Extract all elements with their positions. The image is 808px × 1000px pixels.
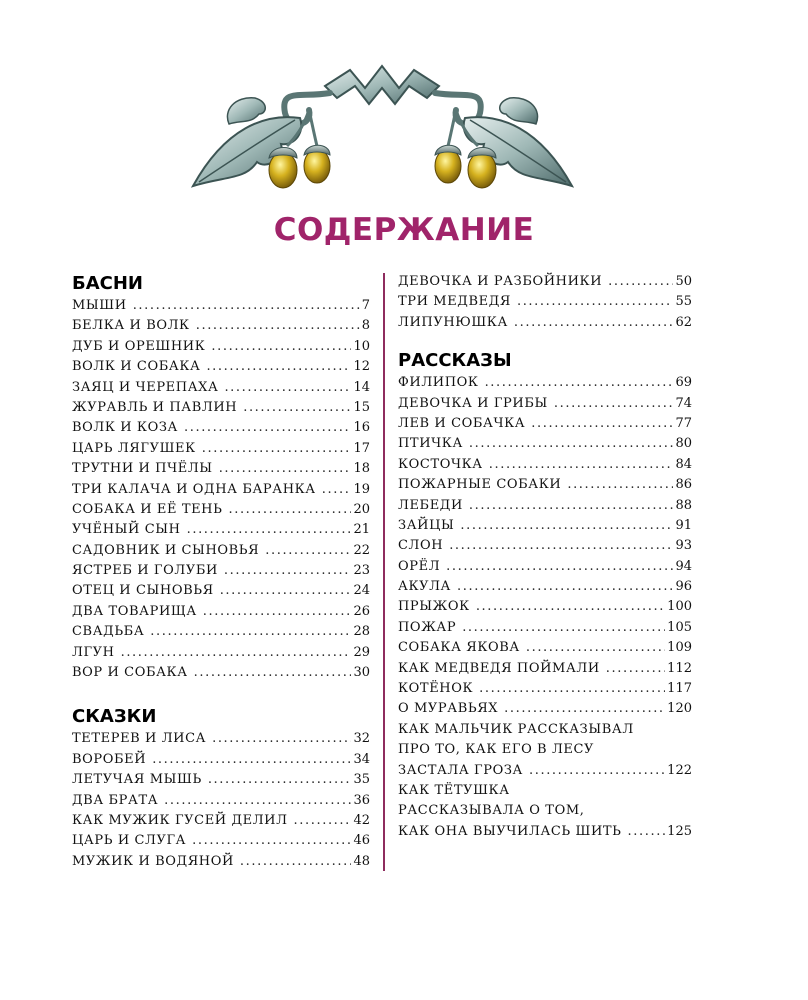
toc-entry[interactable]	[72, 791, 370, 811]
toc-entry-page: 28	[353, 624, 370, 640]
toc-entry[interactable]	[72, 378, 370, 398]
toc-leader-dots	[203, 602, 352, 622]
toc-entry-page: 55	[675, 294, 692, 310]
toc-entry[interactable]	[72, 337, 370, 357]
toc-entry-title: АКУЛА	[398, 579, 451, 595]
toc-entry-title: САДОВНИК И СЫНОВЬЯ	[72, 542, 260, 558]
toc-leader-dots	[194, 663, 352, 683]
toc-entry-page: 17	[353, 440, 370, 456]
toc-entry-title: ВОЛК И КОЗА	[72, 420, 178, 436]
toc-entry-title: СЛОН	[398, 538, 444, 554]
toc-entry[interactable]	[398, 720, 692, 740]
toc-entry-title: ЗАЯЦ И ЧЕРЕПАХА	[72, 379, 219, 395]
toc-entry[interactable]	[398, 455, 692, 475]
toc-entry[interactable]	[398, 699, 692, 719]
toc-entry-title: ВОЛК И СОБАКА	[72, 359, 201, 375]
toc-entry-page: 15	[353, 399, 370, 415]
toc-entry-title: ОТЕЦ И СЫНОВЬЯ	[72, 583, 214, 599]
toc-leader-dots	[164, 791, 351, 811]
toc-entry-title: ЖУРАВЛЬ И ПАВЛИН	[72, 399, 238, 415]
toc-list-basni	[72, 296, 370, 683]
page-title: СОДЕРЖАНИЕ	[273, 212, 535, 248]
toc-leader-dots	[224, 561, 352, 581]
toc-leader-dots	[606, 659, 665, 679]
toc-leader-dots	[608, 272, 673, 292]
toc-entry[interactable]	[398, 536, 692, 556]
toc-right-column	[398, 272, 692, 842]
toc-entry-page: 74	[675, 395, 692, 411]
toc-entry-title: ТРУТНИ И ПЧЁЛЫ	[72, 461, 213, 477]
toc-entry[interactable]	[72, 770, 370, 790]
toc-entry-page: 112	[667, 660, 692, 676]
toc-entry-title: ДВА БРАТА	[72, 792, 159, 808]
toc-entry-page: 100	[667, 599, 692, 615]
toc-leader-dots	[265, 541, 351, 561]
toc-leader-dots	[184, 418, 351, 438]
toc-leader-dots	[489, 455, 674, 475]
toc-entry-title: ЛЕБЕДИ	[398, 497, 463, 513]
toc-leader-dots	[476, 597, 665, 617]
toc-leader-dots	[446, 557, 673, 577]
toc-entry[interactable]	[398, 434, 692, 454]
toc-entry-page: 96	[675, 579, 692, 595]
toc-leader-dots	[322, 480, 352, 500]
toc-leader-dots	[514, 313, 674, 333]
toc-entry-page: 14	[353, 379, 370, 395]
toc-entry[interactable]	[72, 663, 370, 683]
toc-entry[interactable]	[398, 822, 692, 842]
toc-entry-page: 36	[353, 792, 370, 808]
toc-entry-title: СОБАКА И ЕЁ ТЕНЬ	[72, 501, 223, 517]
toc-entry[interactable]	[72, 643, 370, 663]
toc-entry-title: ДЕВОЧКА И РАЗБОЙНИКИ	[398, 274, 603, 289]
toc-entry-title: ЗАСТАЛА ГРОЗА	[398, 762, 523, 778]
toc-entry-title: МЫШИ	[72, 298, 127, 313]
toc-entry-title: ДЕВОЧКА И ГРИБЫ	[398, 395, 548, 411]
toc-entry[interactable]	[72, 541, 370, 561]
toc-leader-dots	[479, 679, 665, 699]
toc-entry[interactable]	[72, 316, 370, 336]
toc-entry-title: ЛЕВ И СОБАЧКА	[398, 415, 526, 431]
toc-entry[interactable]	[398, 292, 692, 312]
toc-leader-dots	[224, 378, 351, 398]
toc-entry[interactable]	[72, 296, 370, 316]
toc-leader-dots	[150, 622, 351, 642]
acorn-oak-leaf-ornament-icon	[185, 58, 580, 198]
toc-entry[interactable]	[398, 557, 692, 577]
toc-entry[interactable]	[398, 313, 692, 333]
toc-entry-page: 86	[675, 477, 692, 493]
toc-entry[interactable]	[398, 597, 692, 617]
toc-entry[interactable]	[72, 831, 370, 851]
toc-leader-dots	[462, 618, 665, 638]
toc-leader-dots	[133, 296, 360, 316]
toc-entry-title: БЕЛКА И ВОЛК	[72, 318, 190, 334]
toc-entry[interactable]	[72, 520, 370, 540]
toc-entry-page: 34	[353, 751, 370, 767]
toc-leader-dots	[219, 459, 352, 479]
toc-entry-page: 7	[361, 298, 370, 313]
toc-entry-page: 26	[353, 603, 370, 619]
toc-leader-dots	[294, 811, 352, 831]
toc-entry-title: ЯСТРЕБ И ГОЛУБИ	[72, 563, 218, 579]
toc-entry-title: СОБАКА ЯКОВА	[398, 640, 520, 656]
toc-entry-page: 69	[675, 375, 692, 391]
toc-leader-dots	[228, 500, 351, 520]
toc-entry-title: УЧЁНЫЙ СЫН	[72, 522, 181, 538]
toc-leader-dots	[152, 750, 351, 770]
toc-entry[interactable]	[398, 272, 692, 292]
toc-entry-page: 91	[675, 517, 692, 533]
toc-entry-title: СВАДЬБА	[72, 624, 145, 640]
toc-entry-page: 109	[667, 640, 692, 656]
toc-entry-page: 18	[353, 461, 370, 477]
toc-leader-dots	[202, 439, 352, 459]
toc-entry[interactable]	[72, 729, 370, 749]
toc-leader-dots	[526, 638, 665, 658]
toc-list-rasskazy	[398, 373, 692, 842]
toc-leader-dots	[469, 496, 674, 516]
toc-entry-page: 117	[667, 681, 692, 697]
toc-leader-dots	[469, 434, 674, 454]
toc-entry-title: ВОР И СОБАКА	[72, 665, 188, 681]
toc-entry[interactable]	[398, 496, 692, 516]
toc-entry-page: 88	[675, 497, 692, 513]
toc-entry-title: ПРО ТО, КАК ЕГО В ЛЕСУ	[398, 742, 595, 758]
toc-entry-title: ДУБ И ОРЕШНИК	[72, 338, 206, 354]
toc-entry-title: ПОЖАРНЫЕ СОБАКИ	[398, 477, 562, 493]
toc-entry[interactable]	[72, 459, 370, 479]
toc-entry-title: КОТЁНОК	[398, 681, 474, 697]
toc-leader-dots	[212, 729, 351, 749]
toc-entry-title: РАССКАЗЫВАЛА О ТОМ,	[398, 803, 585, 819]
toc-entry-title: ФИЛИПОК	[398, 375, 479, 391]
toc-entry[interactable]	[72, 852, 370, 872]
toc-leader-dots	[121, 643, 352, 663]
toc-left-column	[72, 272, 370, 872]
toc-entry-page: 21	[353, 522, 370, 538]
toc-entry-title: ТРИ МЕДВЕДЯ	[398, 294, 511, 310]
toc-entry[interactable]	[398, 638, 692, 658]
toc-entry-page: 32	[353, 731, 370, 747]
toc-leader-dots	[449, 536, 673, 556]
toc-entry[interactable]	[398, 414, 692, 434]
toc-entry-page: 50	[675, 274, 692, 289]
toc-leader-dots	[529, 761, 665, 781]
toc-entry[interactable]	[398, 516, 692, 536]
toc-leader-dots	[504, 699, 665, 719]
toc-leader-dots	[187, 520, 352, 540]
toc-entry-page: 77	[675, 415, 692, 431]
toc-entry[interactable]	[398, 659, 692, 679]
toc-entry-title: ЛЕТУЧАЯ МЫШЬ	[72, 772, 202, 788]
toc-entry-title: КАК ОНА ВЫУЧИЛАСЬ ШИТЬ	[398, 823, 622, 839]
toc-entry[interactable]	[72, 602, 370, 622]
toc-leader-dots	[460, 516, 673, 536]
toc-leader-dots	[485, 373, 674, 393]
toc-entry-title: ТЕТЕРЕВ И ЛИСА	[72, 731, 207, 747]
toc-entry-title: ОРЁЛ	[398, 558, 441, 574]
toc-list-skazki-continued	[398, 272, 692, 333]
toc-entry[interactable]	[72, 561, 370, 581]
toc-entry-title: ПРЫЖОК	[398, 599, 470, 615]
toc-entry[interactable]	[72, 811, 370, 831]
toc-entry[interactable]	[398, 618, 692, 638]
toc-entry-title: ЦАРЬ И СЛУГА	[72, 833, 187, 849]
toc-entry-page: 122	[667, 762, 692, 778]
toc-entry-page: 80	[675, 436, 692, 452]
toc-entry-title: ПТИЧКА	[398, 436, 463, 452]
toc-entry-page: 30	[353, 665, 370, 681]
toc-entry[interactable]	[72, 439, 370, 459]
toc-entry[interactable]	[398, 475, 692, 495]
toc-leader-dots	[240, 852, 352, 872]
toc-entry[interactable]	[72, 581, 370, 601]
toc-entry-page: 24	[353, 583, 370, 599]
toc-leader-dots	[192, 831, 351, 851]
toc-entry-title: МУЖИК И ВОДЯНОЙ	[72, 853, 234, 869]
toc-list-skazki	[72, 729, 370, 872]
toc-entry-page: 46	[353, 833, 370, 849]
toc-entry-title: ЦАРЬ ЛЯГУШЕК	[72, 440, 196, 456]
toc-entry[interactable]	[72, 398, 370, 418]
toc-entry[interactable]	[72, 418, 370, 438]
toc-entry-title: ЗАЙЦЫ	[398, 517, 455, 533]
toc-entry[interactable]	[398, 781, 692, 801]
toc-entry-title: О МУРАВЬЯХ	[398, 701, 499, 717]
toc-entry-page: 48	[353, 853, 370, 869]
toc-leader-dots	[211, 337, 351, 357]
section-heading-basni: БАСНИ	[72, 273, 143, 294]
toc-entry[interactable]	[398, 801, 692, 821]
toc-leader-dots	[531, 414, 673, 434]
toc-leader-dots	[457, 577, 673, 597]
toc-entry-page: 105	[667, 619, 692, 635]
toc-entry-page: 62	[675, 314, 692, 330]
toc-leader-dots	[243, 398, 351, 418]
column-divider	[383, 273, 385, 871]
toc-entry[interactable]	[72, 622, 370, 642]
toc-entry-page: 16	[353, 420, 370, 436]
toc-entry[interactable]	[72, 357, 370, 377]
toc-leader-dots	[554, 394, 674, 414]
toc-entry[interactable]	[398, 394, 692, 414]
toc-leader-dots	[196, 316, 360, 336]
toc-leader-dots	[628, 822, 666, 842]
toc-entry-page: 19	[353, 481, 370, 497]
toc-entry-page: 42	[353, 812, 370, 828]
toc-entry-page: 120	[667, 701, 692, 717]
toc-leader-dots	[220, 581, 352, 601]
toc-entry-title: КОСТОЧКА	[398, 456, 483, 472]
toc-entry-page: 8	[361, 318, 370, 334]
toc-entry[interactable]	[72, 500, 370, 520]
toc-entry[interactable]	[398, 740, 692, 760]
toc-leader-dots	[517, 292, 673, 312]
section-heading-skazki: СКАЗКИ	[72, 706, 157, 728]
toc-leader-dots	[567, 475, 673, 495]
toc-entry[interactable]	[398, 577, 692, 597]
toc-entry-page: 12	[353, 359, 370, 375]
toc-entry-page: 35	[353, 772, 370, 788]
toc-entry-title: КАК МУЖИК ГУСЕЙ ДЕЛИЛ	[72, 812, 288, 828]
section-heading-rasskazy: РАССКАЗЫ	[398, 350, 512, 372]
toc-entry[interactable]	[72, 480, 370, 500]
toc-entry-title: ПОЖАР	[398, 619, 457, 635]
toc-entry[interactable]	[398, 679, 692, 699]
toc-entry-page: 93	[675, 538, 692, 554]
toc-entry-page: 22	[353, 542, 370, 558]
toc-entry-page: 10	[353, 338, 370, 354]
toc-entry-title: ТРИ КАЛАЧА И ОДНА БАРАНКА	[72, 481, 316, 497]
toc-entry-page: 84	[675, 456, 692, 472]
toc-entry-title: КАК МАЛЬЧИК РАССКАЗЫВАЛ	[398, 721, 634, 737]
toc-entry-page: 29	[353, 644, 370, 660]
toc-entry-page: 94	[675, 558, 692, 574]
toc-entry-page: 125	[667, 823, 692, 839]
toc-entry[interactable]	[72, 750, 370, 770]
toc-entry-title: КАК МЕДВЕДЯ ПОЙМАЛИ	[398, 660, 600, 676]
toc-entry-title: ЛГУН	[72, 644, 115, 660]
toc-leader-dots	[208, 770, 352, 790]
toc-entry-title: ВОРОБЕЙ	[72, 751, 147, 767]
toc-entry-title: КАК ТЁТУШКА	[398, 782, 510, 798]
toc-entry-page: 23	[353, 563, 370, 579]
toc-entry[interactable]	[398, 761, 692, 781]
toc-entry-page: 20	[353, 501, 370, 517]
toc-entry-title: ДВА ТОВАРИЩА	[72, 603, 197, 619]
toc-entry-title: ЛИПУНЮШКА	[398, 314, 508, 330]
toc-leader-dots	[206, 357, 351, 377]
toc-entry[interactable]	[398, 373, 692, 393]
